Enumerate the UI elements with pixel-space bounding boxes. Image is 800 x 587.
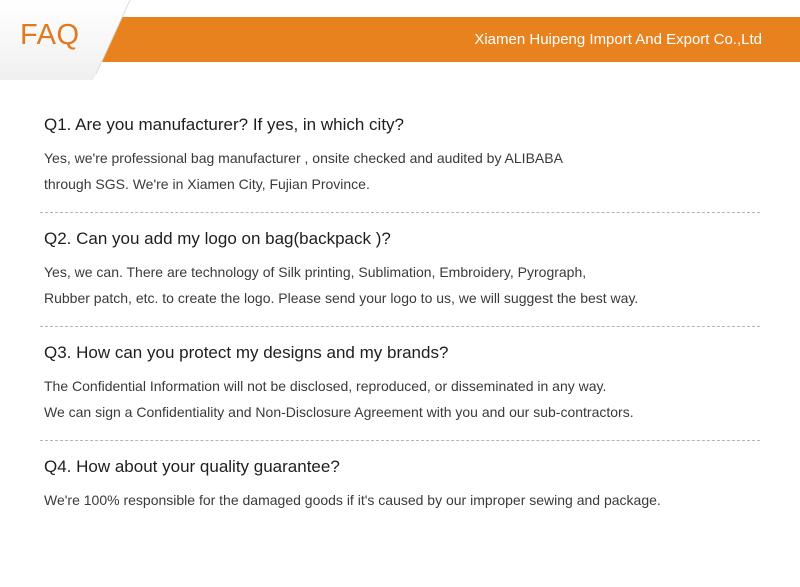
answer	[44, 259, 760, 311]
answer	[44, 487, 760, 513]
faq-item-4	[44, 455, 760, 513]
answer-line: We're 100% responsible for the damaged goods if it's caused by our improper sewing and package.	[44, 492, 661, 508]
faq-title: FAQ	[20, 19, 80, 51]
answer-line: We can sign a Confidentiality and Non-Disclosure Agreement with you and our sub-contractors.	[44, 404, 634, 420]
answer	[44, 145, 760, 197]
faq-item-2	[44, 227, 760, 311]
dashed-divider	[40, 212, 760, 213]
faq-item-3	[44, 341, 760, 425]
faq-item-1	[44, 113, 760, 197]
dashed-divider	[40, 440, 760, 441]
answer-line: Yes, we're professional bag manufacturer , onsite checked and audited by ALIBABA	[44, 150, 563, 166]
dashed-divider	[40, 326, 760, 327]
question: Q2. Can you add my logo on bag(backpack )?	[44, 229, 391, 248]
question: Q4. How about your quality guarantee?	[44, 457, 340, 476]
question: Q1. Are you manufacturer? If yes, in which city?	[44, 115, 404, 134]
answer-line: The Confidential Information will not be disclosed, reproduced, or disseminated in any way.	[44, 378, 607, 394]
faq-list	[44, 113, 760, 513]
faq-header	[0, 0, 800, 82]
answer-line: Rubber patch, etc. to create the logo. Please send your logo to us, we will suggest the best way.	[44, 290, 639, 306]
answer-line: through SGS. We're in Xiamen City, Fujian Province.	[44, 176, 370, 192]
company-name: Xiamen Huipeng Import And Export Co.,Ltd	[474, 31, 762, 48]
answer-line: Yes, we can. There are technology of Silk printing, Sublimation, Embroidery, Pyrograph,	[44, 264, 587, 280]
question: Q3. How can you protect my designs and my brands?	[44, 343, 449, 362]
answer	[44, 373, 760, 425]
